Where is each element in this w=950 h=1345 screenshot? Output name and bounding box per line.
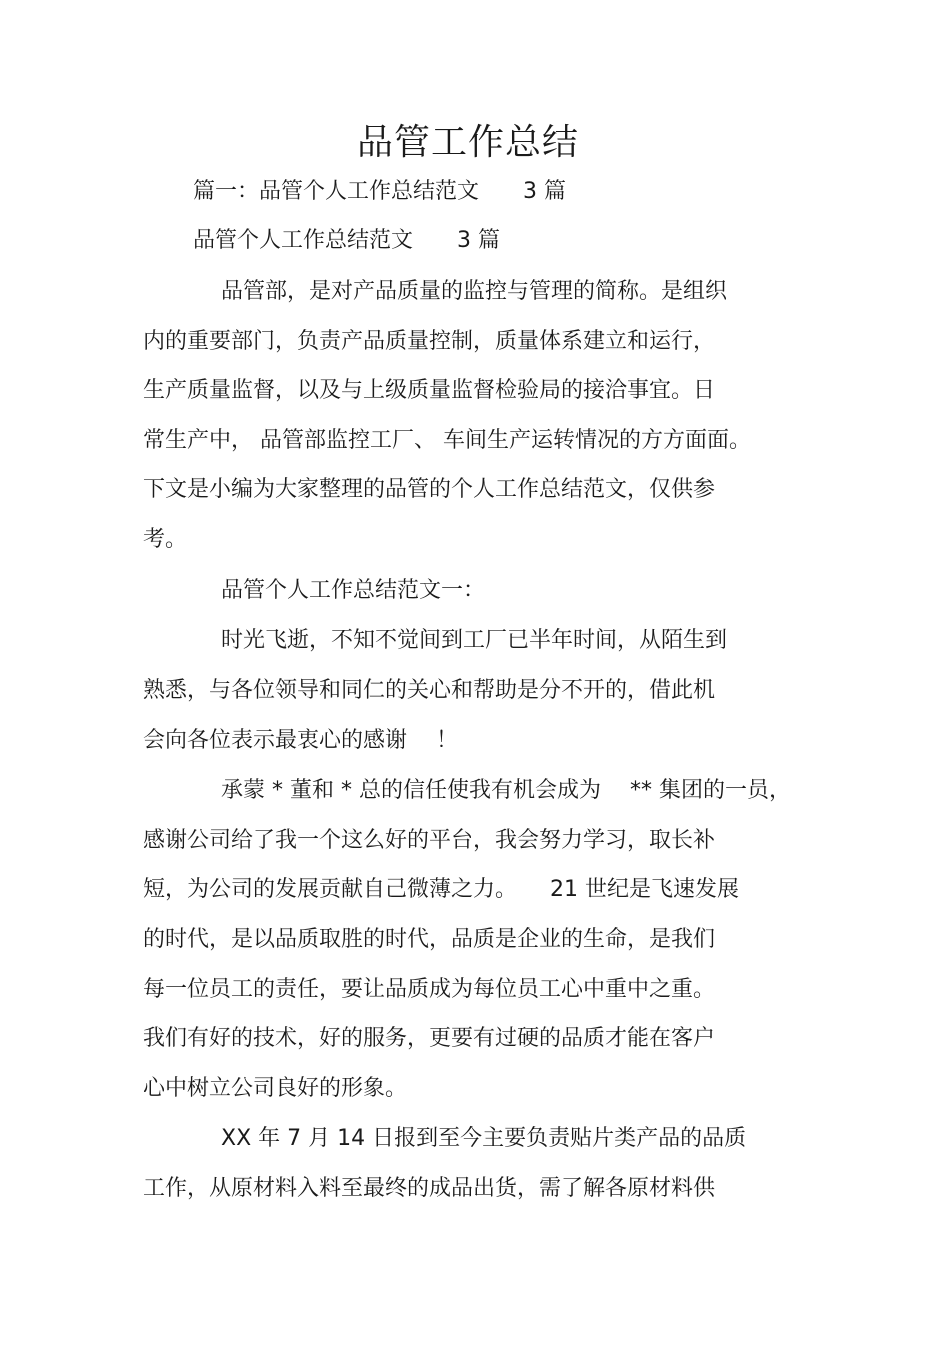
paragraph-line: 下文是小编为大家整理的品管的个人工作总结范文，仅供参 [143, 477, 716, 502]
paragraph-line: 每一位员工的责任，要让品质成为每位员工心中重中之重。 [143, 977, 716, 1002]
paragraph-line: 承蒙 * 董和 * 总的信任使我有机会成为 ** 集团的一员， [221, 778, 791, 803]
paragraph-line: 我们有好的技术，好的服务，更要有过硬的品质才能在客户 [143, 1026, 716, 1051]
paragraph-line: 品管部，是对产品质量的监控与管理的简称。是组织 [221, 279, 728, 304]
paragraph-line: XX 年 7 月 14 日报到至今主要负责贴片类产品的品质 [221, 1126, 747, 1151]
paragraph-line: 生产质量监督，以及与上级质量监督检验局的接洽事宜。日 [143, 378, 716, 403]
paragraph-line: 工作，从原材料入料至最终的成品出货，需了解各原材料供 [143, 1176, 716, 1201]
paragraph-line: 熟悉，与各位领导和同仁的关心和帮助是分不开的，借此机 [143, 678, 716, 703]
paragraph-line: 的时代，是以品质取胜的时代，品质是企业的生命，是我们 [143, 927, 716, 952]
paragraph-line: 常生产中， 品管部监控工厂、 车间生产运转情况的方方面面。 [143, 428, 751, 453]
section-heading: 品管个人工作总结范文一： [221, 578, 486, 603]
subtitle-line-2: 品管个人工作总结范文 3 篇 [193, 228, 500, 253]
paragraph-line: 考。 [143, 527, 188, 552]
paragraph-line: 感谢公司给了我一个这么好的平台，我会努力学习，取长补 [143, 828, 716, 853]
document-title: 品管工作总结 [356, 122, 579, 163]
paragraph-line: 心中树立公司良好的形象。 [143, 1076, 408, 1101]
paragraph-line: 会向各位表示最衷心的感谢 ！ [143, 728, 458, 753]
paragraph-line: 时光飞逝，不知不觉间到工厂已半年时间，从陌生到 [221, 628, 728, 653]
paragraph-line: 内的重要部门，负责产品质量控制，质量体系建立和运行， [143, 329, 716, 354]
paragraph-line: 短，为公司的发展贡献自己微薄之力。 21 世纪是飞速发展 [143, 877, 739, 902]
subtitle-line: 篇一：品管个人工作总结范文 3 篇 [193, 179, 566, 204]
